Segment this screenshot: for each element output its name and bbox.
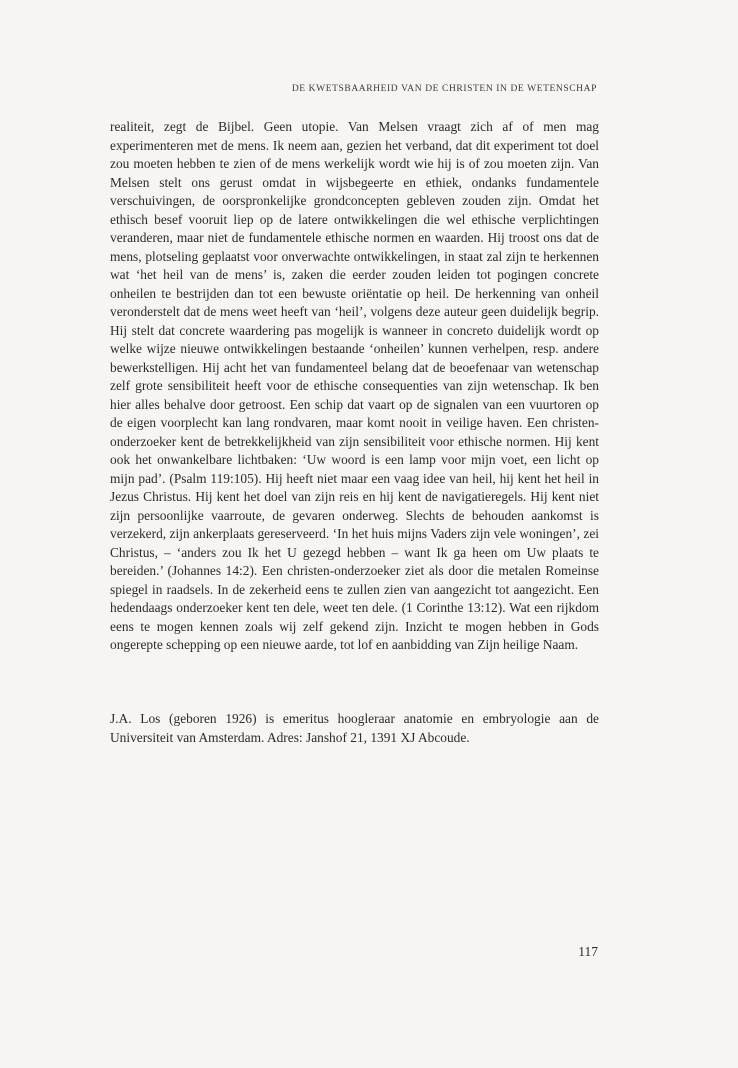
author-note: J.A. Los (geboren 1926) is emeritus hoogleraar anatomie en embryologie aan de Universiteit van Amsterdam. Adres: Janshof 21, 1391 XJ Abcoude. — [110, 711, 599, 745]
running-header: DE KWETSBAARHEID VAN DE CHRISTEN IN DE WETENSCHAP — [291, 84, 597, 94]
body-paragraph: realiteit, zegt de Bijbel. Geen utopie. Van Melsen vraagt zich af of men mag experimenteren met de mens. Ik neem aan, gezien het verband, dat dit experiment tot doel zou moeten hebben te zien of de mens werkelijk wordt wie hij is of zou moeten zijn. Van Melsen stelt ons gerust omdat in wijsbegeerte en ethiek, ondanks fundamentele verschuivingen, de oorspronkelijke grondconcepten gebleven zouden zijn. Omdat het ethisch besef vooruit liep op de latere ontwikkelingen die wel ethische verplichtingen veranderen, maar niet de fundamentele ethische normen en waarden. Hij troost ons dat de mens, plotseling geplaatst voor onverwachte ontwikkelingen, in staat zal zijn te herkennen wat ‘het heil van de mens’ is, zaken die eerder zouden leiden tot pogingen concrete onheilen te bestrijden dan tot een bewuste oriëntatie op heil. De herkenning van onheil veronderstelt dat de mens weet heeft van ‘heil’, volgens deze auteur geen duidelijk begrip. Hij stelt dat concrete waardering pas mogelijk is wanneer in concreto duidelijk wordt op welke wijze nieuwe ontwikkelingen bestaande ‘onheilen’ kunnen verhelpen, resp. andere bewerkstelligen. Hij acht het van fundamenteel belang dat de beoefenaar van wetenschap zelf grote sensibiliteit heeft voor de ethische consequenties van zijn wetenschap. Ik ben hier alles behalve door getroost. Een schip dat vaart op de signalen van een vuurtoren op de eigen voorplecht kan lang rondvaren, maar komt nooit in veilige haven. Een christen-onderzoeker kent de betrekkelijkheid van zijn sensibiliteit voor ethische normen. Hij kent ook het onwankelbare lichtbaken: ‘Uw woord is een lamp voor mijn voet, een licht op mijn pad’. (Psalm 119:105). Hij heeft niet maar een vaag idee van heil, hij kent het heil in Jezus Christus. Hij kent het doel van zijn reis en hij kent de navigatieregels. Hij kent niet zijn persoonlijke vaarroute, de gevaren onderweg. Slechts de behouden aankomst is verzekerd, zijn ankerplaats gereserveerd. ‘In het huis mijns Vaders zijn vele woningen’, zei Christus, – ‘anders zou Ik het U gezegd hebben – want Ik ga heen om Uw plaats te bereiden.’ (Johannes 14:2). Een christen-onderzoeker ziet als door die metalen Romeinse spiegel in raadsels. In de zekerheid eens te zullen zien van aangezicht tot aangezicht. Een hedendaags onderzoeker kent ten dele, weet ten dele. (1 Corinthe 13:12). Wat een rijkdom eens te mogen kennen zoals wij zelf gekend zijn. Inzicht te mogen hebben in Gods ongerepte schepping op een nieuwe aarde, tot lof en aanbidding van Zijn heilige Naam. — [110, 119, 599, 652]
page-number: 117 — [578, 944, 598, 959]
